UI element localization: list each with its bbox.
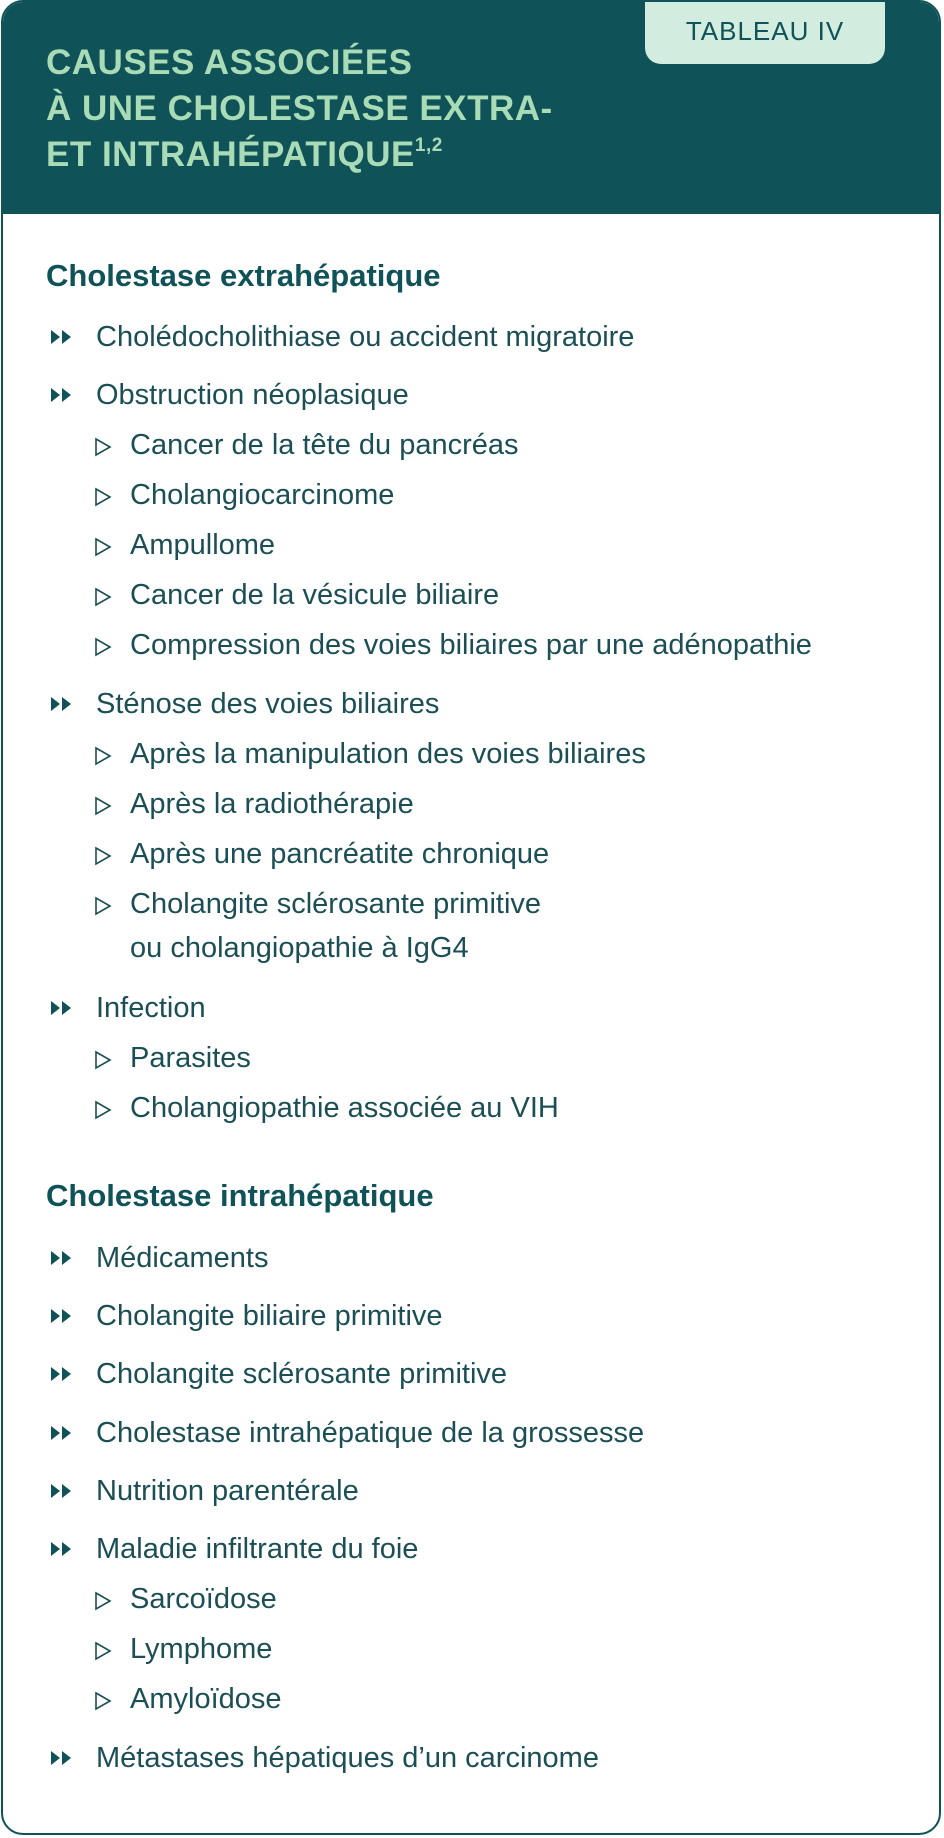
sub-item-label: Amyloïdose xyxy=(130,1683,282,1715)
double-chevron-right-icon xyxy=(49,1366,75,1382)
triangle-right-outline-icon xyxy=(93,537,113,557)
list-item-label: Cholédocholithiase ou accident migratoire xyxy=(96,321,635,353)
double-chevron-right-icon xyxy=(49,1000,75,1016)
sub-item-label: Après la manipulation des voies biliaires xyxy=(130,738,646,770)
sub-item-label: Après une pancréatite chronique xyxy=(130,838,550,870)
sub-item-label: Compression des voies biliaires par une adénopathie xyxy=(130,629,812,661)
sub-item-label: Après la radiothérapie xyxy=(130,788,414,820)
table-header xyxy=(3,2,939,214)
double-chevron-right-icon xyxy=(49,329,75,345)
table-title xyxy=(46,40,553,178)
list-item-label: Cholestase intrahépatique de la grossesse xyxy=(96,1417,645,1449)
table-number-tag: TABLEAU IV xyxy=(645,2,885,64)
sub-item-label: Cholangiocarcinome xyxy=(130,479,395,511)
triangle-right-outline-icon xyxy=(93,1691,113,1711)
triangle-right-outline-icon xyxy=(93,437,113,457)
title-line-3-text: ET INTRAHÉPATIQUE xyxy=(46,135,415,174)
sub-item-label: Cholangiopathie associée au VIH xyxy=(130,1092,559,1124)
list-item-label: Nutrition parentérale xyxy=(96,1475,359,1507)
double-chevron-right-icon xyxy=(49,1541,75,1557)
section-heading-intrahepatique: Cholestase intrahépatique xyxy=(46,1178,434,1213)
list-item-label: Sténose des voies biliaires xyxy=(96,688,440,720)
double-chevron-right-icon xyxy=(49,1750,75,1766)
sub-item-label: Cholangite sclérosante primitive xyxy=(130,888,542,920)
title-line-2: À UNE CHOLESTASE EXTRA- xyxy=(46,89,553,128)
triangle-right-outline-icon xyxy=(93,587,113,607)
triangle-right-outline-icon xyxy=(93,846,113,866)
sub-item-label: Cancer de la tête du pancréas xyxy=(130,429,519,461)
double-chevron-right-icon xyxy=(49,696,75,712)
list-item-label: Obstruction néoplasique xyxy=(96,379,409,411)
double-chevron-right-icon xyxy=(49,387,75,403)
list-item-label: Cholangite sclérosante primitive xyxy=(96,1358,508,1390)
triangle-right-outline-icon xyxy=(93,1050,113,1070)
list-item-label: Métastases hépatiques d’un carcinome xyxy=(96,1742,599,1774)
list-item-label: Cholangite biliaire primitive xyxy=(96,1300,443,1332)
triangle-right-outline-icon xyxy=(93,1100,113,1120)
sub-item-label: Ampullome xyxy=(130,529,276,561)
triangle-right-outline-icon xyxy=(93,896,113,916)
table-card xyxy=(1,0,941,1835)
sub-item-label: ou cholangiopathie à IgG4 xyxy=(130,932,469,964)
list-item-label: Maladie infiltrante du foie xyxy=(96,1533,419,1565)
triangle-right-outline-icon xyxy=(93,487,113,507)
triangle-right-outline-icon xyxy=(93,1591,113,1611)
sub-item-label: Sarcoïdose xyxy=(130,1583,277,1615)
title-line-3 xyxy=(46,132,553,178)
double-chevron-right-icon xyxy=(49,1250,75,1266)
title-reference: 1,2 xyxy=(414,135,443,156)
triangle-right-outline-icon xyxy=(93,796,113,816)
title-line-1: CAUSES ASSOCIÉES xyxy=(46,43,413,82)
triangle-right-outline-icon xyxy=(93,1641,113,1661)
double-chevron-right-icon xyxy=(49,1308,75,1324)
section-heading-extrahepatique: Cholestase extrahépatique xyxy=(46,258,441,293)
list-item-label: Médicaments xyxy=(96,1242,269,1274)
sub-item-label: Parasites xyxy=(130,1042,251,1074)
sub-item-label: Lymphome xyxy=(130,1633,273,1665)
double-chevron-right-icon xyxy=(49,1483,75,1499)
triangle-right-outline-icon xyxy=(93,746,113,766)
double-chevron-right-icon xyxy=(49,1425,75,1441)
list-item-label: Infection xyxy=(96,992,206,1024)
triangle-right-outline-icon xyxy=(93,637,113,657)
sub-item-label: Cancer de la vésicule biliaire xyxy=(130,579,500,611)
